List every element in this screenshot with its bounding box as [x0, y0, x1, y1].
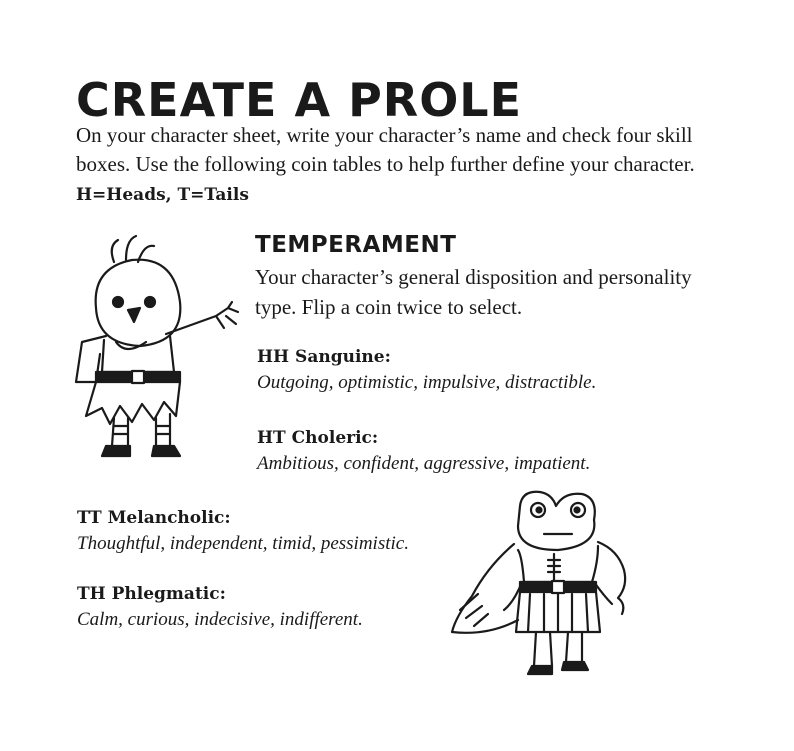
temperament-heading: TEMPERAMENT [255, 232, 457, 258]
entry-traits: Ambitious, confident, aggressive, impatient. [257, 453, 591, 474]
intro-paragraph [76, 121, 716, 210]
page-title: CREATE A PROLE [76, 73, 523, 127]
coin-legend: H=Heads, T=Tails [76, 185, 249, 205]
entry-name: TH Phlegmatic: [77, 584, 226, 604]
temperament-description: Your character’s general disposition and personality type. Flip a coin twice to select. [255, 265, 692, 319]
temperament-entry-phlegmatic [77, 581, 363, 633]
entry-name: HT Choleric: [257, 428, 379, 448]
chick-character-illustration [56, 232, 248, 464]
frog-character-illustration [448, 486, 668, 690]
entry-traits: Thoughtful, independent, timid, pessimistic. [77, 533, 409, 554]
temperament-entry-choleric [257, 425, 590, 477]
entry-traits: Calm, curious, indecisive, indifferent. [77, 609, 363, 630]
temperament-entry-melancholic [77, 505, 409, 557]
entry-name: HH Sanguine: [257, 347, 391, 367]
temperament-entry-sanguine [257, 344, 596, 396]
entry-traits: Outgoing, optimistic, impulsive, distractible. [257, 372, 597, 393]
intro-text: On your character sheet, write your character’s name and check four skill boxes. Use the following coin tables to help further define your character. [76, 123, 695, 176]
entry-name: TT Melancholic: [77, 508, 231, 528]
